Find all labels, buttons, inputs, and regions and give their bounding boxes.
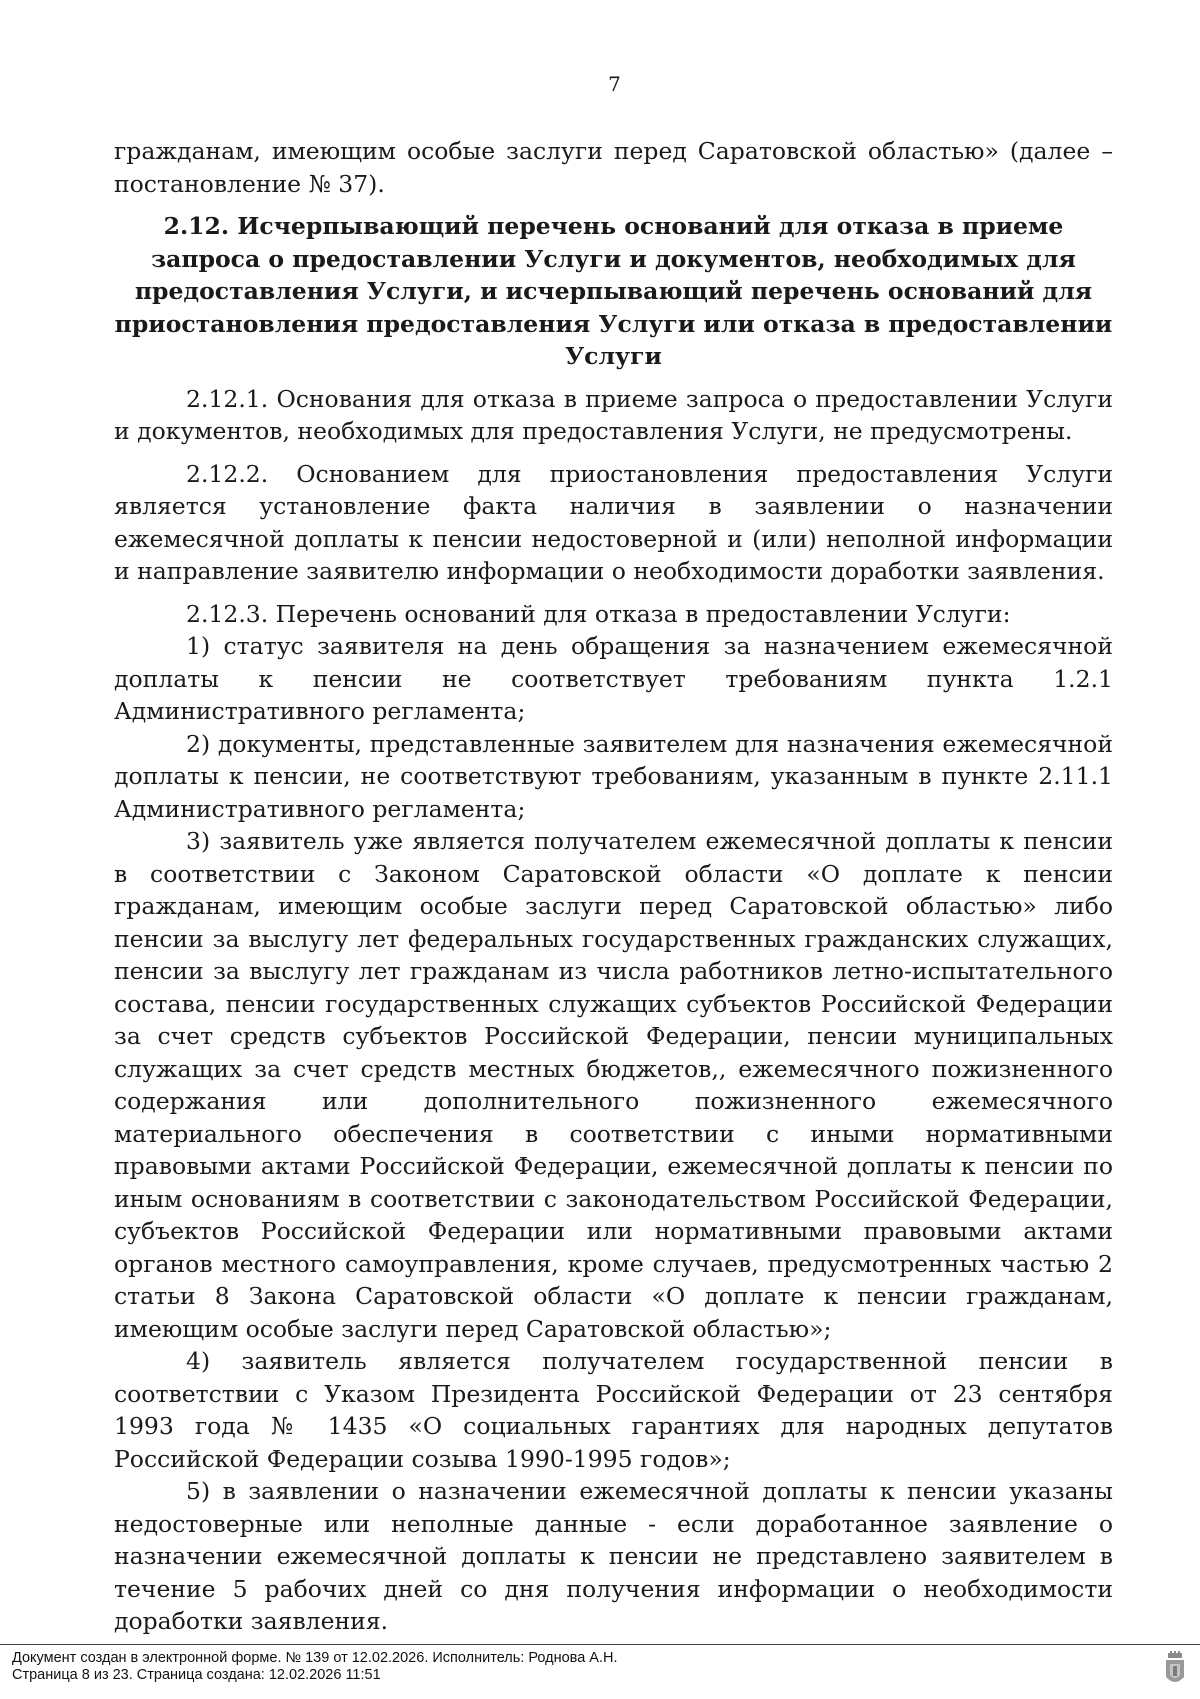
section-heading: 2.12. Исчерпывающий перечень оснований для отказа в приеме запроса о предоставлении Услуги и документов, необходимых для предоставления Услуги, и исчерпывающий перечень оснований для приостановления предоставления Услуги или отказа в предоставлении Услуги	[114, 212, 1113, 370]
paragraph-2-12-2: 2.12.2. Основанием для приостановления предоставления Услуги является установление факта наличия в заявлении о назначении ежемесячной доплаты к пенсии недостоверной и (или) неполной информации и направление заявителю информации о необходимости доработки заявления.	[114, 459, 1113, 585]
page-number: 7	[608, 72, 621, 96]
footer-text	[12, 1650, 618, 1684]
coat-of-arms-icon	[1164, 1651, 1186, 1689]
list-item-1: 1) статус заявителя на день обращения за назначением ежемесячной доплаты к пенсии не соответствует требованиям пункта 1.2.1 Административного регламента;	[114, 632, 1113, 725]
document-body	[114, 135, 1113, 1638]
footer-line-1: Документ создан в электронной форме. № 139 от 12.02.2026. Исполнитель: Роднова А.Н.	[12, 1650, 618, 1666]
document-footer	[0, 1644, 1200, 1699]
intro-paragraph: гражданам, имеющим особые заслуги перед Саратовской областью» (далее – постановление № 37).	[114, 137, 1113, 198]
list-item-3: 3) заявитель уже является получателем ежемесячной доплаты к пенсии в соответствии с Законом Саратовской области «О доплате к пенсии гражданам, имеющим особые заслуги перед Саратовской областью» либо пенсии за выслугу лет федеральных государственных гражданских служащих, пенсии за выслугу лет гражданам из числа работников летно-испытательного состава, пенсии государственных служащих субъектов Российской Федерации за счет средств субъектов Российской Федерации, пенсии муниципальных служащих за счет средств местных бюджетов,, ежемесячного пожизненного содержания или дополнительного пожизненного ежемесячного материального обеспечения в соответствии с иными нормативными правовыми актами Российской Федерации, ежемесячной доплаты к пенсии по иным основаниям в соответствии с законодательством Российской Федерации, субъектов Российской Федерации или нормативными правовыми актами органов местного самоуправления, кроме случаев, предусмотренных частью 2 статьи 8 Закона Саратовской области «О доплате к пенсии гражданам, имеющим особые заслуги перед Саратовской областью»;	[114, 827, 1113, 1343]
list-item-5: 5) в заявлении о назначении ежемесячной доплаты к пенсии указаны недостоверные или неполные данные - если доработанное заявление о назначении ежемесячной доплаты к пенсии не представлено заявителем в течение 5 рабочих дней со дня получения информации о необходимости доработки заявления.	[114, 1477, 1113, 1635]
footer-line-2: Страница 8 из 23. Страница создана: 12.02.2026 11:51	[12, 1667, 381, 1683]
paragraph-2-12-1: 2.12.1. Основания для отказа в приеме запроса о предоставлении Услуги и документов, необходимых для предоставления Услуги, не предусмотрены.	[114, 384, 1113, 445]
list-item-4: 4) заявитель является получателем государственной пенсии в соответствии с Указом Президента Российской Федерации от 23 сентября 1993 года № 1435 «О социальных гарантиях для народных депутатов Российской Федерации созыва 1990-1995 годов»;	[114, 1347, 1113, 1473]
list-item-2: 2) документы, представленные заявителем для назначения ежемесячной доплаты к пенсии, не соответствуют требованиям, указанным в пункте 2.11.1 Административного регламента;	[114, 729, 1113, 823]
paragraph-2-12-3: 2.12.3. Перечень оснований для отказа в предоставлении Услуги:	[186, 599, 1011, 628]
